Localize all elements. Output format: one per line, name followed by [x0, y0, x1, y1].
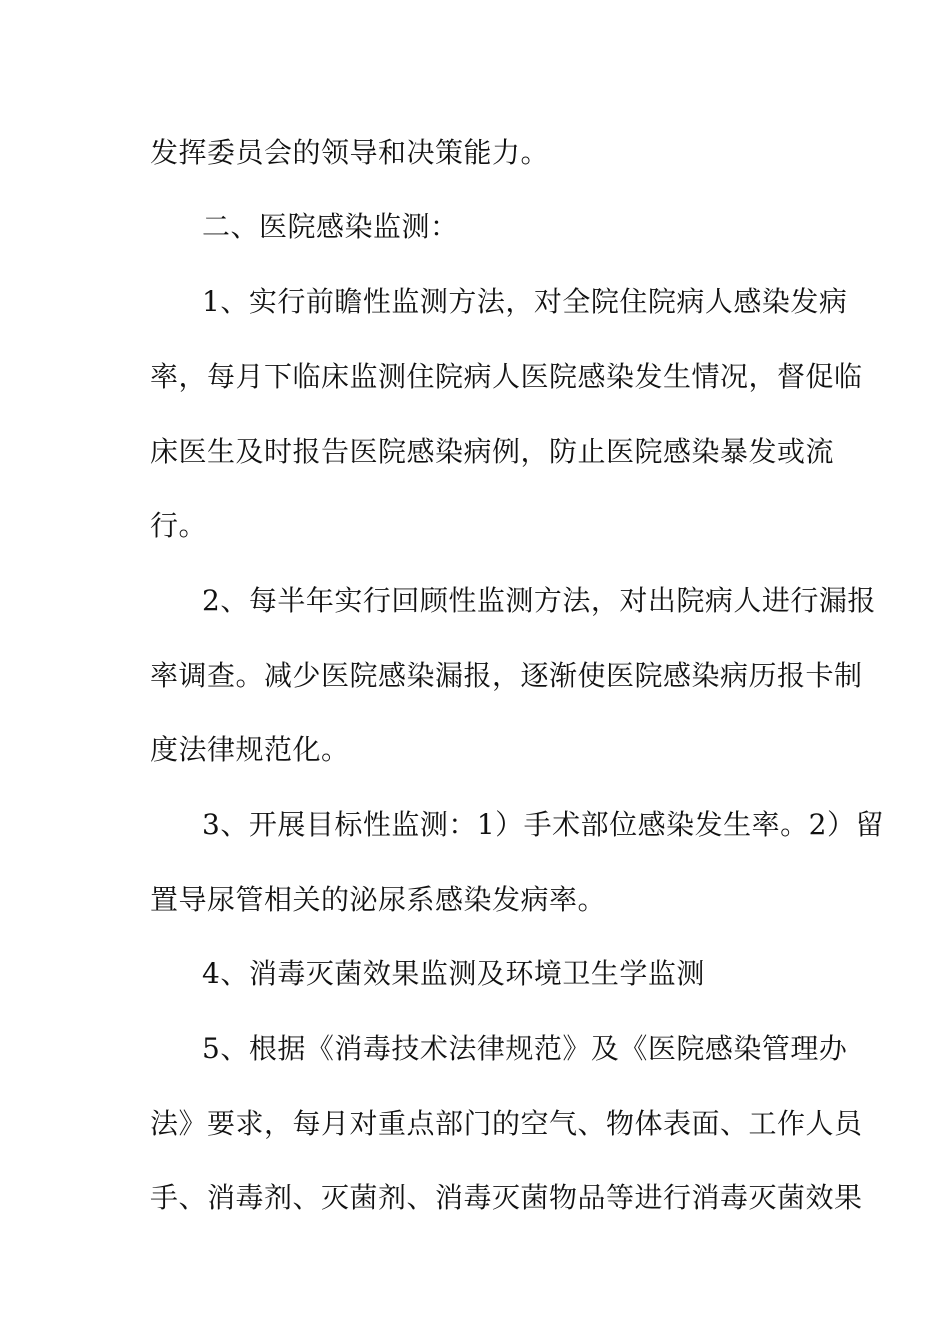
text-line: 置导尿管相关的泌尿系感染发病率。	[150, 883, 607, 916]
text-line: 床医生及时报告医院感染病例，防止医院感染暴发或流	[150, 435, 835, 468]
text-line: 发挥委员会的领导和决策能力。	[150, 136, 550, 169]
text-line: 5、根据《消毒技术法律规范》及《医院感染管理办	[202, 1032, 848, 1065]
text-line: 3、开展目标性监测：1）手术部位感染发生率。2）留	[202, 808, 884, 841]
text-line: 4、消毒灭菌效果监测及环境卫生学监测	[202, 957, 705, 990]
text-line: 1、实行前瞻性监测方法，对全院住院病人感染发病	[202, 285, 848, 318]
text-line: 率，每月下临床监测住院病人医院感染发生情况，督促临	[150, 360, 863, 393]
text-line: 2、每半年实行回顾性监测方法，对出院病人进行漏报	[202, 584, 876, 617]
text-line: 度法律规范化。	[150, 733, 350, 766]
text-line: 手、消毒剂、灭菌剂、消毒灭菌物品等进行消毒灭菌效果	[150, 1181, 863, 1214]
text-line: 行。	[150, 509, 208, 542]
text-line: 率调查。减少医院感染漏报，逐渐使医院感染病历报卡制	[150, 659, 863, 692]
text-line: 法》要求，每月对重点部门的空气、物体表面、工作人员	[150, 1107, 863, 1140]
section-heading: 二、医院感染监测：	[202, 210, 459, 243]
